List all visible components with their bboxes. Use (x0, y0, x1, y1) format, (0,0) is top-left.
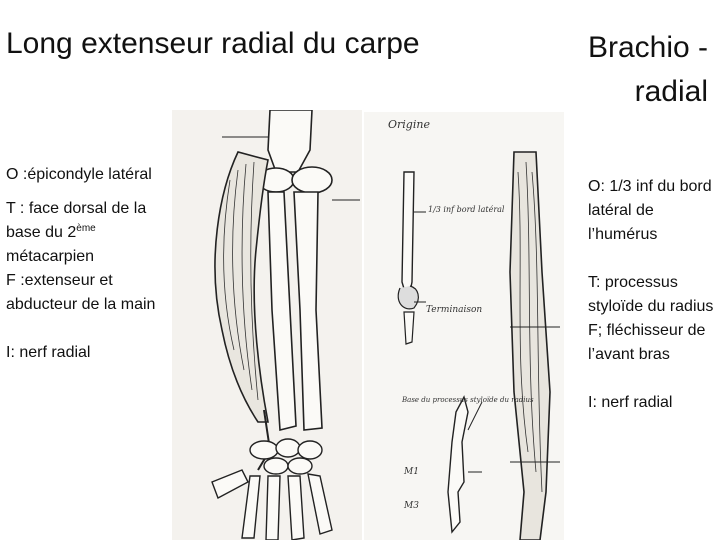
left-function: F :extenseur et abducteur de la main (6, 272, 156, 313)
right-description (588, 175, 714, 425)
right-title (548, 26, 708, 114)
left-innervation: I: nerf radial (6, 344, 91, 361)
left-insertion-sup: ème (76, 223, 96, 234)
label-m1: M1 (404, 467, 419, 477)
brachioradialis-drawing (364, 112, 564, 540)
right-function: F; fléchisseur de l’avant bras (588, 322, 706, 363)
right-title-line2: radial (634, 75, 708, 108)
forearm-extensor-drawing (172, 110, 362, 540)
brachioradialis-illustration (364, 112, 564, 540)
right-innervation: I: nerf radial (588, 394, 673, 411)
label-bord: 1/3 inf bord latéral (428, 205, 505, 214)
label-base: Base du processus styloïde du radius (402, 396, 534, 404)
right-origin: O: 1/3 inf du bord latéral de l’humérus (588, 178, 712, 243)
left-insertion-prefix: T : face dorsal de la base du 2 (6, 200, 147, 241)
label-m3: M3 (404, 501, 419, 511)
right-insertion-function (588, 271, 714, 367)
right-title-line1: Brachio - (587, 31, 708, 64)
left-title: Long extenseur radial du carpe (6, 27, 420, 60)
left-description (6, 163, 166, 375)
right-insertion: T: processus styloïde du radius (588, 274, 714, 315)
left-origin: O :épicondyle latéral (6, 166, 152, 183)
left-insertion-suffix: métacarpien (6, 248, 95, 265)
extensor-illustration (172, 110, 362, 540)
left-insertion-function (6, 197, 166, 317)
label-origin: Origine (388, 118, 430, 131)
label-terminaison: Terminaison (426, 305, 483, 315)
